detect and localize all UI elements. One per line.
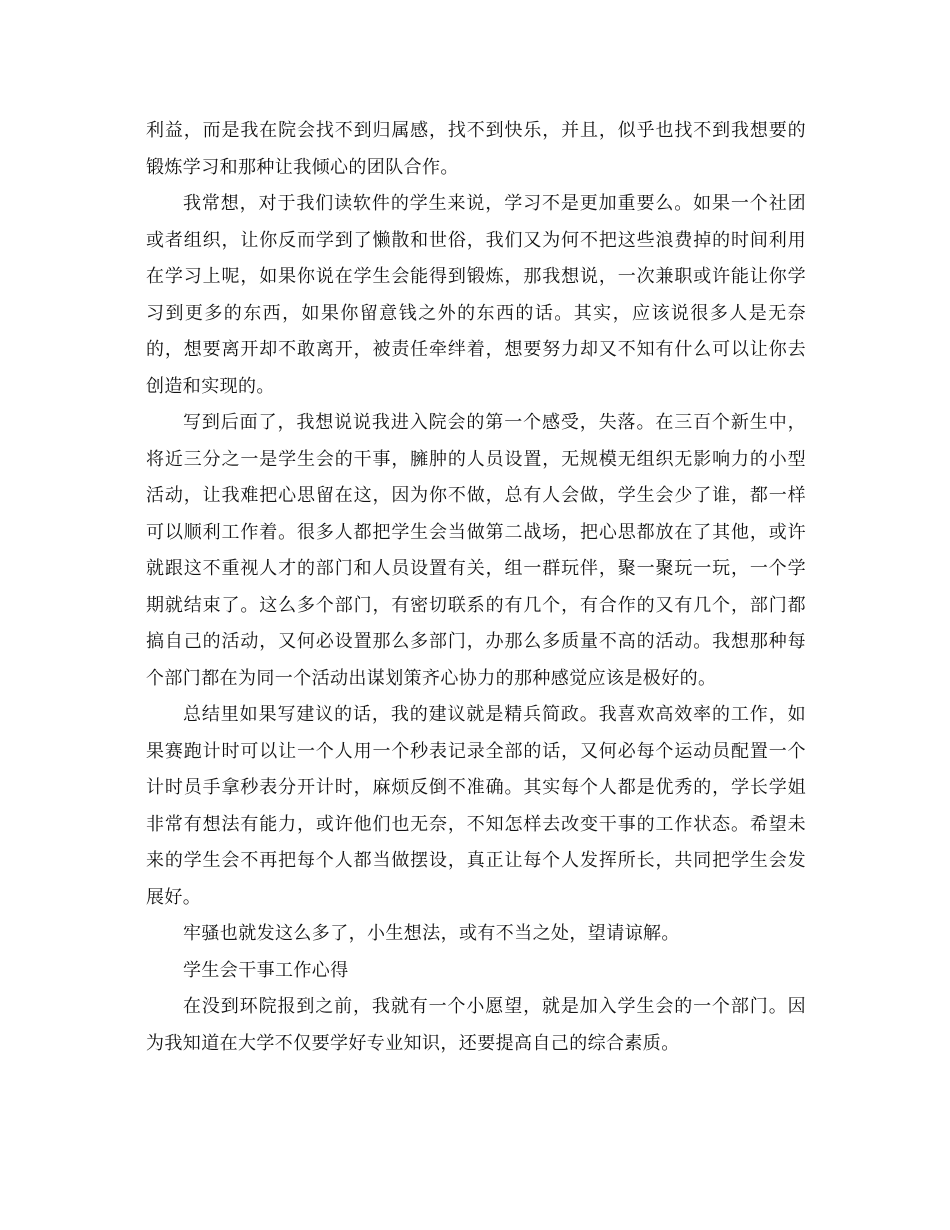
document-body — [146, 113, 806, 1062]
paragraph-5: 牢骚也就发这么多了，小生想法，或有不当之处，望请谅解。 — [183, 923, 680, 944]
paragraph-2: 我常想，对于我们读软件的学生来说，学习不是更加重要么。如果一个社团或者组织，让你反而学到了懒散和世俗，我们又为何不把这些浪费掉的时间利用在学习上呢，如果你说在学生会能得到锻炼，那我想说，一次兼职或许能让你学习到更多的东西，如果你留意钱之外的东西的话。其实，应该说很多人是无奈的，想要离开却不敢离开，被责任牵绊着，想要努力却又不知有什么可以让你去创造和实现的。 — [146, 193, 806, 397]
paragraph-1: 利益，而是我在院会找不到归属感，找不到快乐，并且，似乎也找不到我想要的锻炼学习和那种让我倾心的团队合作。 — [146, 120, 806, 178]
paragraph-6: 在没到环院报到之前，我就有一个小愿望，就是加入学生会的一个部门。因为我知道在大学不仅要学好专业知识，还要提高自己的综合素质。 — [146, 996, 806, 1054]
paragraph-4: 总结里如果写建议的话，我的建议就是精兵简政。我喜欢高效率的工作，如果赛跑计时可以让一个人用一个秒表记录全部的话，又何必每个运动员配置一个计时员手拿秒表分开计时，麻烦反倒不准确。其实每个人都是优秀的，学长学姐非常有想法有能力，或许他们也无奈，不知怎样去改变干事的工作状态。希望未来的学生会不再把每个人都当做摆设，真正让每个人发挥所长，共同把学生会发展好。 — [146, 704, 806, 908]
section-heading: 学生会干事工作心得 — [183, 959, 349, 981]
paragraph-3: 写到后面了，我想说说我进入院会的第一个感受，失落。在三百个新生中，将近三分之一是学生会的干事，臃肿的人员设置，无规模无组织无影响力的小型活动，让我难把心思留在这，因为你不做，总有人会做，学生会少了谁，都一样可以顺利工作着。很多人都把学生会当做第二战场，把心思都放在了其他，或许就跟这不重视人才的部门和人员设置有关，组一群玩伴，聚一聚玩一玩，一个学期就结束了。这么多个部门，有密切联系的有几个，有合作的又有几个，部门都搞自己的活动，又何必设置那么多部门，办那么多质量不高的活动。我想那种每个部门都在为同一个活动出谋划策齐心协力的那种感觉应该是极好的。 — [146, 412, 806, 689]
